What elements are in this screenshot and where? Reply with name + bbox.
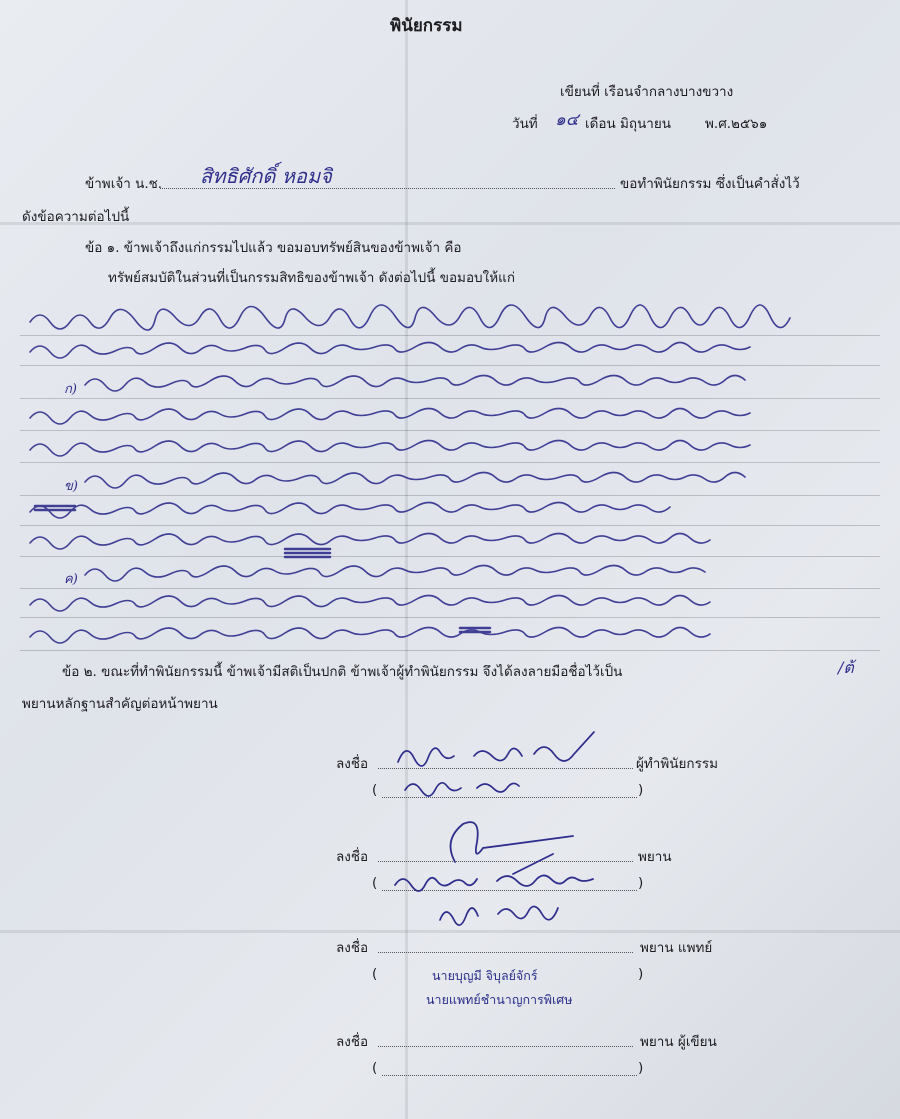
signature-line bbox=[378, 1046, 633, 1047]
paren-open: ( bbox=[372, 966, 378, 982]
date-day: ๑๔ bbox=[555, 110, 579, 130]
signer-role: พยาน ผู้เขียน bbox=[640, 1034, 717, 1050]
clause1-line1: ข้อ ๑. ข้าพเจ้าถึงแก่กรรมไปแล้ว ขอมอบทรัพย์สินของข้าพเจ้า คือ bbox=[85, 240, 462, 256]
paren-open: ( bbox=[372, 782, 378, 798]
paren-close: ) bbox=[638, 966, 644, 982]
clause1-line2: ทรัพย์สมบัติในส่วนที่เป็นกรรมสิทธิของข้าพเจ้า ดังต่อไปนี้ ขอมอบให้แก่ bbox=[108, 270, 515, 286]
paren-close: ) bbox=[638, 875, 644, 891]
clause2-line1: ข้อ ๒. ขณะที่ทำพินัยกรรมนี้ ข้าพเจ้ามีสติเป็นปกติ ข้าพเจ้าผู้ทำพินัยกรรม จึงได้ลงลายมือชื่อไว้เป็น bbox=[62, 664, 623, 680]
declaration-prefix: ข้าพเจ้า น.ช. bbox=[85, 176, 163, 192]
signer-role: ผู้ทำพินัยกรรม bbox=[636, 756, 719, 772]
clause2-line2: พยานหลักฐานสำคัญต่อหน้าพยาน bbox=[22, 696, 218, 712]
paren-open: ( bbox=[372, 1060, 378, 1076]
clause2-handwritten-end: /ต้ bbox=[838, 658, 854, 677]
sign-label: ลงชื่อ bbox=[336, 1034, 369, 1050]
sign-label: ลงชื่อ bbox=[336, 940, 369, 956]
item-marker-c: ค) bbox=[64, 572, 78, 587]
declaration-continuation: ดังข้อความต่อไปนี้ bbox=[22, 209, 130, 225]
date-year: พ.ศ.๒๕๖๑ bbox=[705, 116, 768, 132]
item-marker-b: ข) bbox=[64, 479, 78, 494]
signer-role: พยาน แพทย์ bbox=[640, 940, 713, 956]
item-marker-a: ก) bbox=[64, 382, 77, 397]
document-title: พินัยกรรม bbox=[390, 16, 463, 36]
doctor-title: นายแพทย์ชำนาญการพิเศษ bbox=[426, 992, 573, 1007]
date-month: เดือน มิถุนายน bbox=[585, 116, 672, 132]
sign-label: ลงชื่อ bbox=[336, 849, 369, 865]
paren-close: ) bbox=[638, 782, 644, 798]
paren-close: ) bbox=[638, 1060, 644, 1076]
written-at: เขียนที่ เรือนจำกลางบางขวาง bbox=[560, 84, 734, 100]
declaration-suffix: ขอทำพินัยกรรม ซึ่งเป็นคำสั่งไว้ bbox=[620, 176, 800, 192]
signer-role: พยาน bbox=[638, 849, 672, 865]
paren-open: ( bbox=[372, 875, 378, 891]
sign-label: ลงชื่อ bbox=[336, 756, 369, 772]
date-day-label: วันที่ bbox=[512, 116, 538, 132]
testator-name-handwritten: สิทธิศักดิ์ หอมจิ bbox=[200, 164, 332, 188]
name-line bbox=[382, 1075, 637, 1076]
doctor-printed-name: นายบุญมี จิบุลย์จักร์ bbox=[432, 968, 538, 983]
